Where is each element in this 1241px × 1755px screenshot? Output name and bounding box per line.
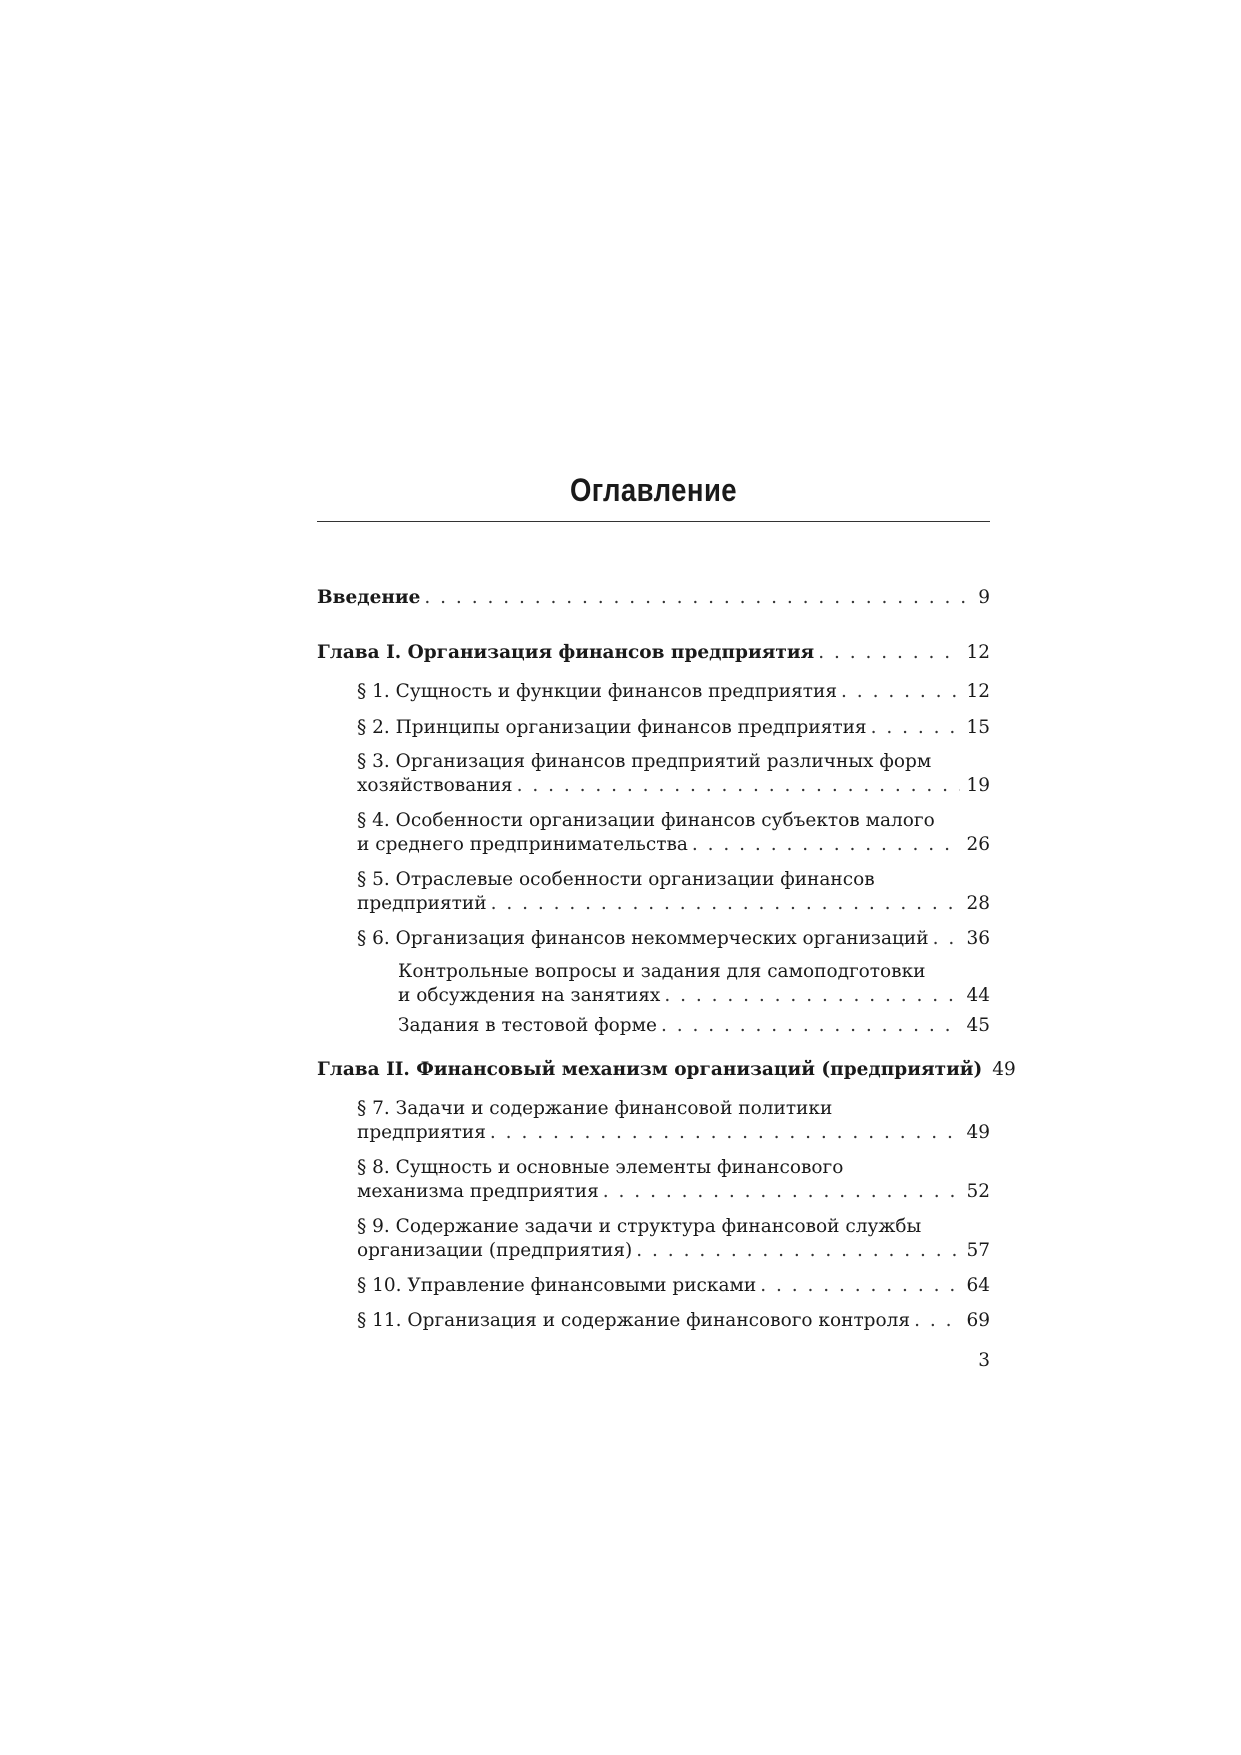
toc-entry-questions[interactable] [398, 984, 990, 1008]
toc-entry-section-2[interactable] [357, 716, 990, 740]
dot-leader [914, 1309, 960, 1333]
dot-leader [871, 716, 961, 740]
dot-leader [818, 641, 960, 665]
toc-entry-chapter-1[interactable] [317, 641, 990, 665]
dot-leader [491, 892, 961, 916]
toc-entry-title: § 1. Сущность и функции финансов предприятия [357, 681, 838, 702]
heading-rule [317, 521, 990, 522]
toc-entry-page: 69 [966, 1310, 990, 1331]
toc-entry-page: 44 [966, 985, 990, 1006]
dot-leader [692, 833, 961, 857]
toc-entry-section-9-line1[interactable]: § 9. Содержание задачи и структура финансовой службы [357, 1216, 922, 1237]
toc-entry-section-11[interactable] [357, 1309, 990, 1333]
toc-entry-title: § 2. Принципы организации финансов предприятия [357, 717, 867, 738]
toc-entry-title: § 11. Организация и содержание финансового контроля [357, 1310, 911, 1331]
toc-entry-page: 49 [966, 1122, 990, 1143]
toc-entry-page: 52 [966, 1181, 990, 1202]
toc-entry-page: 26 [966, 834, 990, 855]
dot-leader [760, 1274, 960, 1298]
toc-entry-section-5[interactable] [357, 892, 990, 916]
toc-entry-section-8[interactable] [357, 1180, 990, 1204]
toc-entry-chapter-2[interactable] [317, 1058, 1016, 1082]
toc-entry-section-7-line1[interactable]: § 7. Задачи и содержание финансовой политики [357, 1098, 833, 1119]
dot-leader [490, 1121, 961, 1145]
toc-entry-section-3-line1[interactable]: § 3. Организация финансов предприятий различных форм [357, 751, 932, 772]
toc-entry-section-6[interactable] [357, 927, 990, 951]
toc-entry-page: 49 [992, 1059, 1016, 1080]
toc-entry-page: 19 [966, 775, 990, 796]
toc-entry-questions-line1[interactable]: Контрольные вопросы и задания для самоподготовки [398, 961, 926, 982]
dot-leader [664, 984, 960, 1008]
toc-entry-section-1[interactable] [357, 680, 990, 704]
toc-entry-section-9[interactable] [357, 1239, 990, 1263]
dot-leader [661, 1014, 960, 1038]
toc-entry-section-7[interactable] [357, 1121, 990, 1145]
toc-entry-title: § 10. Управление финансовыми рисками [357, 1275, 757, 1296]
toc-entry-title: предприятия [357, 1122, 486, 1143]
toc-entry-page: 9 [978, 587, 990, 608]
toc-entry-section-10[interactable] [357, 1274, 990, 1298]
toc-entry-title: механизма предприятия [357, 1181, 599, 1202]
page-number: 3 [978, 1350, 990, 1371]
toc-entry-page: 57 [966, 1240, 990, 1261]
toc-entry-title: организации (предприятия) [357, 1240, 633, 1261]
toc-entry-introduction[interactable] [317, 586, 990, 610]
toc-entry-title: Введение [317, 587, 421, 608]
toc-entry-tests[interactable] [398, 1014, 990, 1038]
toc-entry-title: предприятий [357, 893, 487, 914]
toc-entry-page: 28 [966, 893, 990, 914]
toc-entry-page: 36 [966, 928, 990, 949]
toc-entry-title: Глава II. Финансовый механизм организаций (предприятий) [317, 1059, 983, 1080]
toc-entry-section-4[interactable] [357, 833, 990, 857]
dot-leader [841, 680, 960, 704]
toc-entry-page: 15 [966, 717, 990, 738]
toc-entry-section-5-line1[interactable]: § 5. Отраслевые особенности организации финансов [357, 869, 875, 890]
toc-entry-page: 12 [966, 681, 990, 702]
toc-entry-section-3[interactable] [357, 774, 990, 798]
toc-entry-title: и среднего предпринимательства [357, 834, 688, 855]
toc-entry-section-8-line1[interactable]: § 8. Сущность и основные элементы финансового [357, 1157, 844, 1178]
toc-entry-page: 45 [966, 1015, 990, 1036]
toc-entry-title: Глава I. Организация финансов предприятия [317, 642, 815, 663]
dot-leader [636, 1239, 960, 1263]
toc-entry-title: § 6. Организация финансов некоммерческих организаций [357, 928, 929, 949]
dot-leader [424, 586, 972, 610]
dot-leader [933, 927, 961, 951]
toc-entry-title: хозяйствования [357, 775, 513, 796]
toc-entry-section-4-line1[interactable]: § 4. Особенности организации финансов субъектов малого [357, 810, 935, 831]
toc-entry-page: 64 [966, 1275, 990, 1296]
dot-leader [517, 774, 961, 798]
toc-heading: Оглавление [569, 472, 738, 508]
toc-entry-page: 12 [966, 642, 990, 663]
toc-entry-title: Задания в тестовой форме [398, 1015, 657, 1036]
dot-leader [603, 1180, 961, 1204]
toc-entry-title: и обсуждения на занятиях [398, 985, 661, 1006]
